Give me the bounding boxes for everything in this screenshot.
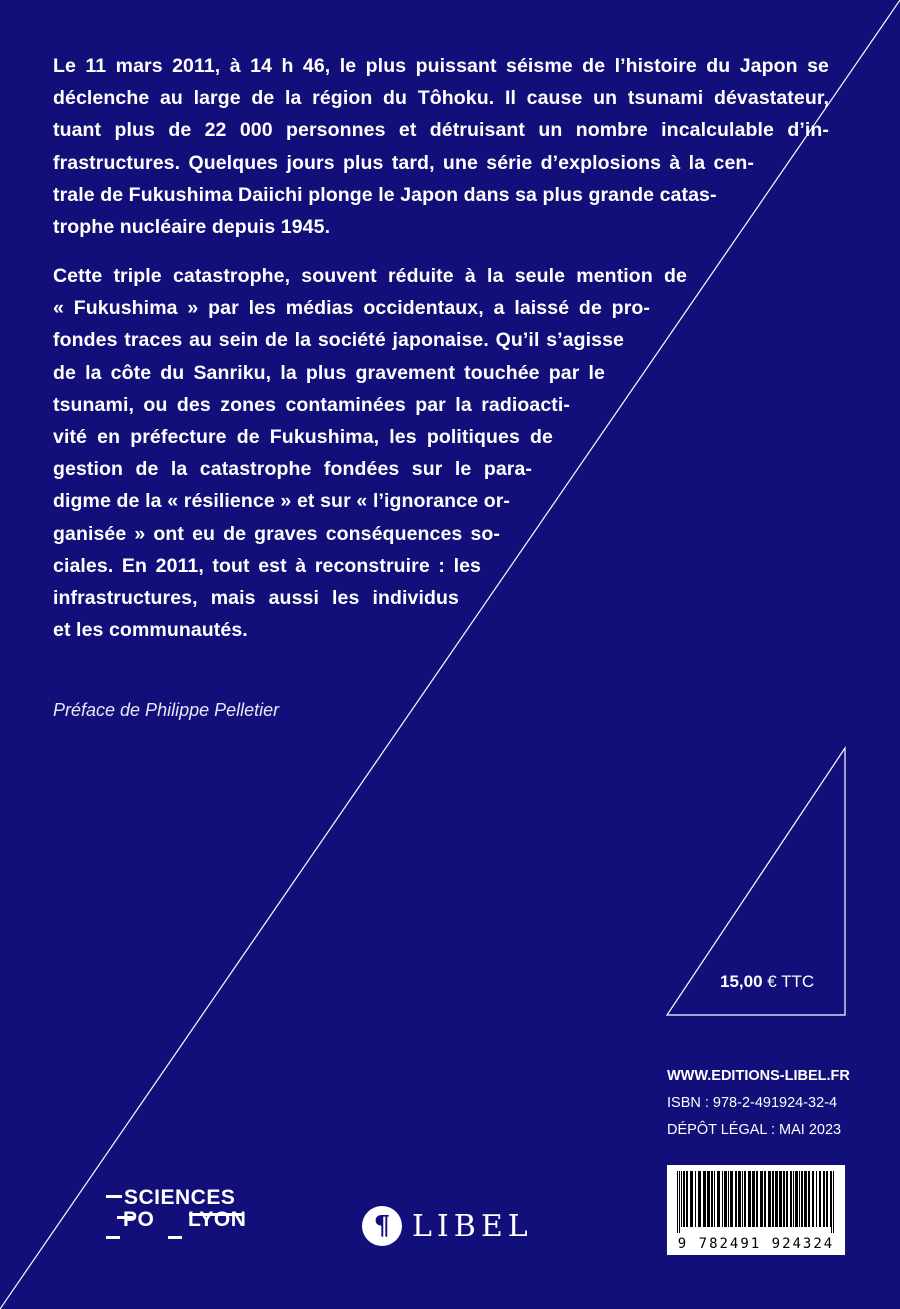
- barcode-bars: [675, 1171, 837, 1233]
- legal-deposit: DÉPÔT LÉGAL : MAI 2023: [667, 1122, 842, 1138]
- price: [720, 972, 814, 992]
- text-line: frastructures. Quelques jours plus tard, une série d’explosions à la cen-: [53, 151, 754, 174]
- barcode-bar: [752, 1171, 755, 1227]
- barcode-bar: [819, 1171, 821, 1227]
- barcode-bar: [703, 1171, 706, 1227]
- barcode-bar: [748, 1171, 751, 1227]
- isbn-barcode: [667, 1165, 845, 1255]
- barcode-bar: [812, 1171, 814, 1227]
- text-line: tuant plus de 22 000 personnes et détruisant un nombre incalculable d’in-: [53, 119, 829, 142]
- barcode-bar: [744, 1171, 746, 1227]
- barcode-bar: [760, 1171, 763, 1227]
- barcode-guard-bar: [679, 1171, 680, 1233]
- isbn: ISBN : 978-2-491924-32-4: [667, 1095, 838, 1111]
- barcode-bar: [690, 1171, 693, 1227]
- summary-paragraph-2: [53, 260, 687, 646]
- text-line: « Fukushima » par les médias occidentaux, a laissé de pro-: [53, 297, 650, 320]
- barcode-bar: [722, 1171, 723, 1227]
- barcode-bar: [830, 1171, 831, 1227]
- barcode-bar: [730, 1171, 733, 1227]
- text-line: ciales. En 2011, tout est à reconstruire : les: [53, 554, 481, 577]
- text-line: et les communautés.: [53, 619, 248, 642]
- barcode-guard-bar: [677, 1171, 678, 1233]
- sciences-text: SCIENCES: [124, 1186, 236, 1209]
- barcode-bar: [768, 1171, 771, 1227]
- barcode-bar: [683, 1171, 685, 1227]
- barcode-bar: [783, 1171, 785, 1227]
- barcode-digits: 9 782491 924324: [677, 1236, 835, 1252]
- barcode-bar: [826, 1171, 828, 1227]
- publication-info: [667, 1063, 850, 1144]
- barcode-bar: [695, 1171, 696, 1227]
- barcode-bar: [717, 1171, 720, 1227]
- barcode-bar: [793, 1171, 794, 1227]
- text-line: gestion de la catastrophe fondées sur le para-: [53, 458, 532, 481]
- barcode-bar: [756, 1171, 758, 1227]
- text-line: vité en préfecture de Fukushima, les politiques de: [53, 426, 553, 449]
- barcode-bar: [714, 1171, 715, 1227]
- text-line: ganisée » ont eu de graves conséquences so-: [53, 522, 500, 545]
- barcode-bar: [790, 1171, 792, 1227]
- barcode-bar: [707, 1171, 710, 1227]
- barcode-bar: [823, 1171, 825, 1227]
- lyon-text: LYON: [188, 1208, 247, 1231]
- barcode-bar: [711, 1171, 713, 1227]
- text-line: fondes traces au sein de la société japonaise. Qu’il s’agisse: [53, 329, 624, 352]
- text-line: de la côte du Sanriku, la plus gravement touchée par le: [53, 361, 605, 384]
- barcode-bar: [742, 1171, 743, 1227]
- text-line: trale de Fukushima Daiichi plonge le Japon dans sa plus grande catas-: [53, 183, 717, 206]
- summary-paragraph-1: [53, 50, 829, 243]
- barcode-bar: [799, 1171, 800, 1227]
- barcode-bar: [698, 1171, 701, 1227]
- barcode-bar: [681, 1171, 682, 1227]
- barcode-bar: [686, 1171, 688, 1227]
- text-line: infrastructures, mais aussi les individus: [53, 587, 459, 610]
- barcode-bar: [816, 1171, 817, 1227]
- barcode-bar: [728, 1171, 729, 1227]
- barcode-bar: [801, 1171, 803, 1227]
- barcode-guard-bar: [833, 1171, 834, 1233]
- barcode-bar: [735, 1171, 737, 1227]
- text-line: digme de la « résilience » et sur « l’ignorance or-: [53, 490, 510, 513]
- text-line: Cette triple catastrophe, souvent réduite à la seule mention de: [53, 265, 687, 287]
- preface-credit: Préface de Philippe Pelletier: [53, 700, 280, 720]
- libel-logo: [362, 1206, 533, 1246]
- text-line: trophe nucléaire depuis 1945.: [53, 216, 331, 239]
- barcode-bar: [775, 1171, 778, 1227]
- barcode-bar: [786, 1171, 788, 1227]
- text-line: déclenche au large de la région du Tôhoku. Il cause un tsunami dévastateur,: [53, 87, 829, 110]
- price-suffix: € TTC: [767, 972, 815, 991]
- barcode-bar: [772, 1171, 774, 1227]
- barcode-bar: [795, 1171, 798, 1227]
- barcode-bar: [808, 1171, 810, 1227]
- libel-wordmark: LIBEL: [412, 1208, 533, 1244]
- barcode-guard-bar: [831, 1171, 832, 1233]
- price-amount: 15,00: [720, 972, 763, 991]
- barcode-bar: [724, 1171, 727, 1227]
- barcode-bar: [779, 1171, 782, 1227]
- pilcrow-icon: ¶: [362, 1206, 402, 1246]
- publisher-url[interactable]: WWW.EDITIONS-LIBEL.FR: [667, 1068, 850, 1084]
- barcode-bar: [738, 1171, 741, 1227]
- po-text: PO: [123, 1208, 155, 1231]
- barcode-bar: [764, 1171, 766, 1227]
- text-line: tsunami, ou des zones contaminées par la radioacti-: [53, 393, 570, 416]
- text-line: Le 11 mars 2011, à 14 h 46, le plus puissant séisme de l’histoire du Japon se: [53, 55, 829, 77]
- barcode-bar: [804, 1171, 807, 1227]
